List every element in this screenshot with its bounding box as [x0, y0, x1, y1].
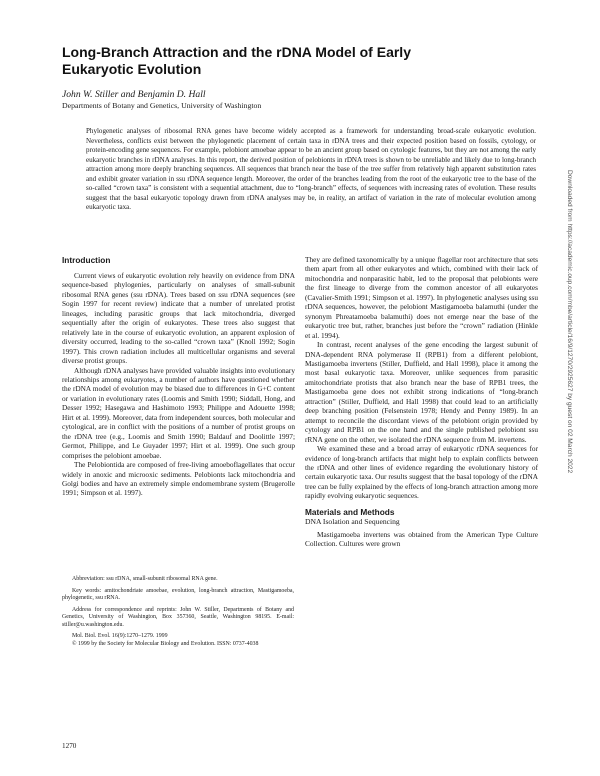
page-number: 1270	[62, 742, 77, 750]
body-paragraph: We examined these and a broad array of eukaryotic rDNA sequences for evidence of long-branch artifacts that might help to explain conflicts between the rDNA and other lines of evidence regarding the evolutionary history of certain eukaryotic taxa. Our results suggest that the basal topology of the rDNA tree can be fully explained by the effects of long-branch attraction among more rapidly evolving eukaryotic sequences.	[305, 444, 538, 501]
author-list: John W. Stiller and Benjamin D. Hall	[62, 89, 206, 100]
footnotes	[62, 576, 294, 648]
body-paragraph: In contrast, recent analyses of the gene encoding the largest subunit of DNA-dependent RNA polymerase II (RPB1) from a different pelobiont, Mastigamoeba invertens (Stiller, Duffield, and Hall 1998), place it among the most basal eukaryotic taxa. Moreover, unlike sequences from parasitic amitochondriate protists that also branch near the base of RPB1 trees, the Mastigamoeba gene does not exhibit strong indications of “long-branch attraction” (Stiller, Duffield, and Hall 1998) that could lead to an artificially deep branching position (Felsenstein 1978; Hendy and Penny 1989). In an attempt to reconcile the discordant views of the pelobiont origin provided by cytology and RPB1 on the one hand and the single published pelobiont ssu rRNA gene on the other, we isolated the rDNA sequence from M. invertens.	[305, 340, 538, 444]
footnote-keywords: Key words: amitochondriate amoebae, evolution, long-branch attraction, Mastigamoeba, phylogenetic, ssu rRNA.	[62, 587, 294, 601]
footnote-abbreviation: Abbreviation: ssu rDNA, small-subunit ribosomal RNA gene.	[72, 576, 218, 582]
section-heading-introduction: Introduction	[62, 255, 111, 265]
affiliation: Departments of Botany and Genetics, University of Washington	[62, 101, 262, 110]
footnote-address: Address for correspondence and reprints: John W. Stiller, Departments of Botany and Genetics, University of Washington, Box 357360, Seattle, Washington 98195. E-mail: stiller@u.washington.edu.	[62, 606, 294, 628]
right-column	[305, 255, 538, 549]
body-paragraph: They are defined taxonomically by a unique flagellar root architecture that sets them apart from all other eukaryotes and which, combined with their lack of mitochondria and nonparasitic habit, led to the proposal that pelobionts were the first lineage to diverge from the common ancestor of all eukaryotes (Cavalier-Smith 1991; Simpson et al. 1997). In phylogenetic analyses using ssu rDNA sequences, however, the pelobiont Mastigamoeba balamuthi (under the synonym Phreatamoeba balamuthi) does not emerge near the base of the eukaryotic tree but, rather, branches just before the “crown” radiation (Hinkle et al. 1994).	[305, 255, 538, 340]
body-paragraph: Although rDNA analyses have provided valuable insights into evolutionary relationships among eukaryotes, a number of authors have questioned whether the rDNA model of evolution may be biased due to differences in G+C content or variation in evolutionary rates (Loomis and Smith 1990; Siddall, Hong, and Desser 1992; Hasegawa and Hashimoto 1993; Philippe and Adouette 1998; Hirt et al. 1999). Moreover, data from independent sources, both molecular and cytological, are in conflict with the positions of a number of protist groups on the rDNA tree (e.g., Loomis and Smith 1990; Baldauf and Doolittle 1997; Germot, Philippe, and Le Guyader 1997; Hirt et al. 1999). One such group comprises the pelobiont amoebae.	[62, 365, 295, 460]
journal-reference: Mol. Biol. Evol. 16(9):1270–1279. 1999	[72, 633, 168, 639]
download-watermark	[566, 170, 583, 600]
paper-title: Long-Branch Attraction and the rDNA Model of Early Eukaryotic Evolution	[62, 44, 411, 77]
abstract: Phylogenetic analyses of ribosomal RNA genes have become widely accepted as a framework for understanding broad-scale eukaryotic evolution. Nevertheless, conflicts exist between the phylogenetic placement of certain taxa in rDNA trees and their expected position based on fossils, cytology, or protein-encoding gene sequences. For example, pelobiont amoebae appear to be an ancient group based on cytologic features, but they are not among the early eukaryotic branches in rDNA analyses. In this report, the derived position of pelobionts in rDNA trees is shown to be unreliable and likely due to long-branch attraction among more deeply branching sequences. All sequences that branch near the base of the tree suffer from relatively high apparent substitution rates and exhibit greater variation in ssu rDNA sequence length. Moreover, the order of the branches leading from the root of the eukaryotic tree to the base of the so-called “crown taxa” is consistent with a sequential attachment, due to “long-branch” effects, of sequences with increasing rates of evolution. These results suggest that the basal eukaryotic topology drawn from rDNA analyses may be, in reality, an artifact of variation in the rate of molecular evolution among eukaryotic taxa.	[86, 127, 536, 212]
body-paragraph: Current views of eukaryotic evolution rely heavily on evidence from DNA sequence-based phylogenies, particularly on analyses of small-subunit ribosomal RNA genes (ssu rDNA). Trees based on ssu rDNA sequences (see Sogin 1997 for recent review) indicate that a number of unrelated protist lineages, including parasitic groups that lack mitochondria, diverged sequentially after the origin of eukaryotes. These trees also suggest that relatively late in the course of eukaryotic evolution, an apparent explosion of diversity occurred, leading to the so-called “crown taxa” (Knoll 1992; Sogin 1997). This crown radiation includes all multicellular organisms and several diverse protist groups.	[62, 271, 295, 366]
subsection-heading: DNA Isolation and Sequencing	[305, 516, 400, 526]
body-paragraph: The Pelobiontida are composed of free-living amoeboflagellates that occur widely in anoxic and microoxic sediments. Pelobionts lack mitochondria and Golgi bodies and have an extremely simple endomembrane system (Brugerolle 1991; Simpson et al. 1997).	[62, 460, 295, 498]
copyright-notice: © 1999 by the Society for Molecular Biology and Evolution. ISSN: 0737-4038	[72, 640, 259, 647]
download-watermark-text: Downloaded from https://academic.oup.com/mbe/article/16/9/1270/2925627 by guest on 02 March 2022	[566, 170, 573, 474]
section-heading-methods: Materials and Methods	[305, 506, 395, 517]
body-paragraph: Mastigamoeba invertens was obtained from the American Type Culture Collection. Cultures were grown	[305, 529, 538, 549]
left-column	[62, 255, 295, 498]
